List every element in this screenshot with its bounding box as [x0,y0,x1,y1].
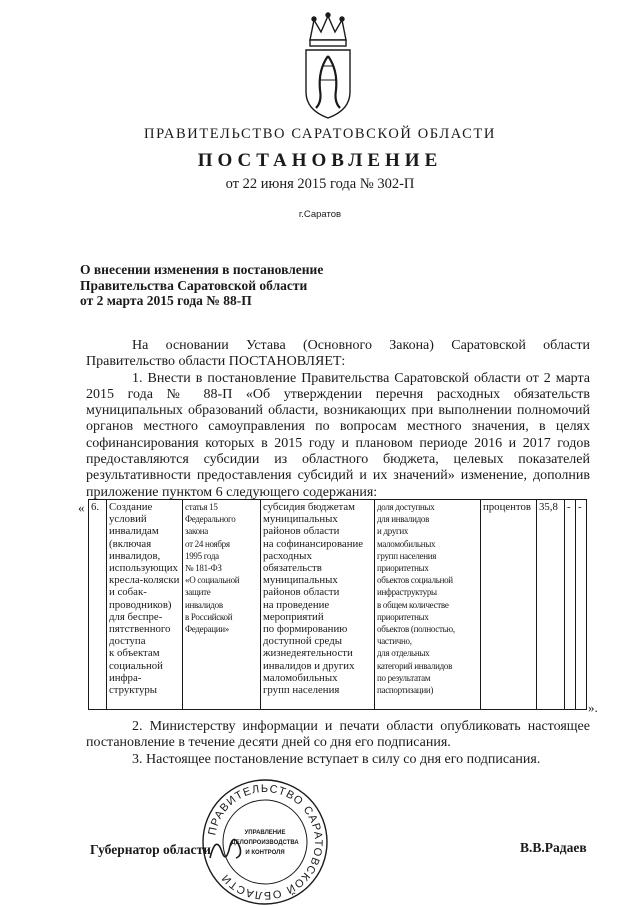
intro-paragraph-cont: Правительство области ПОСТАНОВЛЯЕТ: [86,354,346,370]
cell-dash: - [565,500,576,710]
cell-law: статья 15 Федерального закона от 24 ноября 1995 года № 181-ФЗ «О социальной защите инвалидов в Российской Федерации» [183,500,261,710]
point-1-paragraph: 1. Внести в постановление Правительства Саратовской области от 2 марта 2015 года № 88-П «Об утверждении перечня расходных обязательств муниципальных образований области, возникающих при выполнении полномочий органов местного самоуправления по вопросам местного значения, в целях софинансирования которых в 2015 году и плановом периоде 2016 и 2017 годов предоставляются субсидии из областного бюджета, целевых показателей результативности предоставления субсидий и их значений» изменение, дополнив приложение пунктом 6 следующего содержания: [86,370,590,500]
document-subject [80,262,400,309]
handwritten-signature [206,828,246,868]
table-quote-close: ». [588,700,598,715]
coat-of-arms-emblem [296,10,360,122]
appendix-table [88,499,587,710]
cell-number: 6. [89,500,107,710]
intro-paragraph: На основании Устава (Основного Закона) Саратовской области [132,338,590,353]
government-heading: ПРАВИТЕЛЬСТВО САРАТОВСКОЙ ОБЛАСТИ [144,126,496,142]
stamp-center-line: УПРАВЛЕНИЕ [244,830,286,836]
table-row [89,500,587,710]
cell-purpose: Создание условий инвалидам (включая инвалидов, использующих кресла-коляски и собак- проводников) для беспре- пятственного доступа к объектам социальной инфра- структуры [107,500,183,710]
signatory-title: Губернатор области [90,842,211,857]
document-body [86,338,590,501]
stamp-center-line: ДЕЛОПРОИЗВОДСТВА [231,840,299,846]
point-3-paragraph: 3. Настоящее постановление вступает в силу со дня его подписания. [132,751,541,767]
cell-dash: - [576,500,587,710]
city-label: г.Саратов [298,209,342,220]
subject-line: О внесении изменения в постановление [80,262,324,277]
cell-subsidy: субсидия бюджетам муниципальных районов области на софинансирование расходных обязательств муниципальных районов области на проведение мероприятий по формированию доступной среды жизнедеятельности инвалидов и других маломобильных групп населения [261,500,375,710]
document-closing-points [86,719,590,768]
cell-indicator: доля доступных для инвалидов и других маломобильных групп населения приоритетных объектов социальной инфраструктуры в общем количестве приоритетных объектов (полностью, частично, для отдельных категорий инвалидов по результатам паспортизации) [375,500,481,710]
stamp-ring-text: ПРАВИТЕЛЬСТВО САРАТОВСКОЙ ОБЛАСТИ [206,782,325,902]
subject-line: Правительства Саратовской области [80,277,308,293]
cell-value: 35,8 [537,500,565,710]
point-2-paragraph: 2. Министерству информации и печати области опубликовать настоящее постановление в течение десяти дней со дня его подписания. [86,719,590,751]
cell-unit: процентов [481,500,537,710]
document-date-number: от 22 июня 2015 года № 302-П [225,176,415,192]
stamp-center-line: И КОНТРОЛЯ [245,850,285,856]
table-quote-open: « [78,500,85,515]
document-type-title: ПОСТАНОВЛЕНИЕ [197,150,443,171]
subject-line: от 2 марта 2015 года № 88-П [80,293,252,308]
signatory-name: В.В.Радаев [520,840,587,855]
